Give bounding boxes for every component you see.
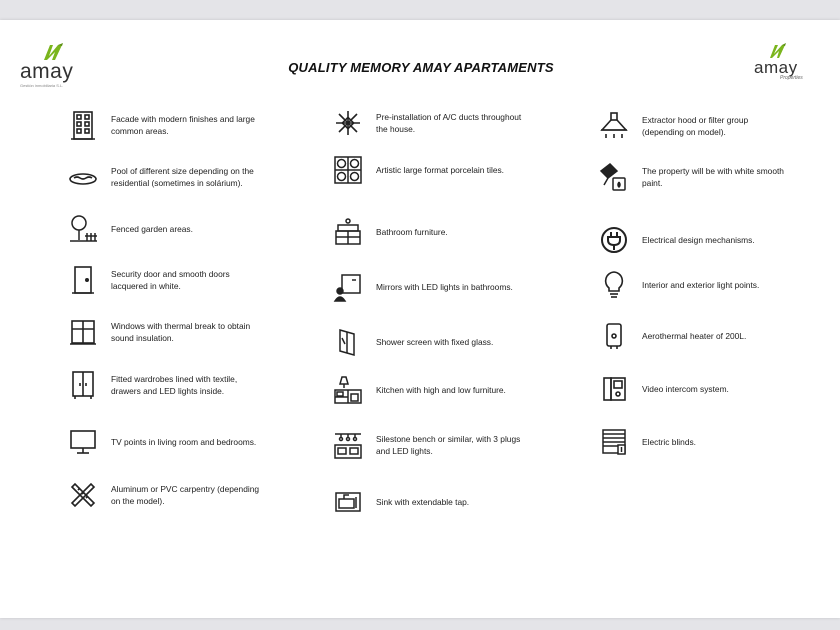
feature-item — [331, 215, 448, 249]
tv-icon — [66, 425, 100, 459]
feature-item — [66, 315, 261, 349]
feature-item — [331, 485, 469, 519]
sink-icon — [331, 485, 365, 519]
feature-item — [597, 223, 755, 257]
feature-text: The property will be with white smooth paint. — [642, 166, 784, 188]
blinds-icon — [597, 425, 631, 459]
feature-text: Pre-installation of A/C ducts throughout the house. — [376, 112, 522, 134]
feature-text: Pool of different size depending on the residential (sometimes in solárium). — [111, 166, 254, 188]
feature-text: Silestone bench or similar, with 3 plugs and LED lights. — [376, 434, 521, 456]
snowflake-ac-icon — [331, 106, 365, 140]
feature-item — [597, 109, 792, 143]
logo-right-subtitle: Properties — [780, 75, 803, 81]
feature-text: Fenced garden areas. — [111, 224, 193, 234]
amay-leaf-logo-icon — [20, 42, 90, 62]
page-title-text: QUALITY MEMORY AMAY APARTAMENTS — [288, 60, 554, 75]
mirror-icon — [331, 270, 365, 304]
feature-text: Electrical design mechanisms. — [642, 235, 755, 245]
electric-plug-icon — [597, 223, 631, 257]
page-title — [0, 60, 840, 75]
feature-item — [66, 212, 193, 246]
feature-text: Security door and smooth doors lacquered in white. — [111, 269, 230, 291]
tiles-icon — [331, 153, 365, 187]
intercom-icon — [597, 372, 631, 406]
light-bulb-icon — [597, 268, 631, 302]
feature-item — [66, 425, 256, 459]
feature-text: Facade with modern finishes and large common areas. — [111, 114, 255, 136]
feature-item — [331, 373, 506, 407]
document-sheet — [0, 20, 840, 618]
feature-text: Sink with extendable tap. — [376, 497, 470, 507]
wardrobe-icon — [66, 368, 100, 402]
kitchen-icon — [331, 373, 365, 407]
shower-screen-icon — [331, 325, 365, 359]
feature-text: Kitchen with high and low furniture. — [376, 385, 506, 395]
feature-item — [597, 268, 759, 302]
logo-left-wordmark: amay — [20, 60, 74, 83]
feature-item — [66, 160, 261, 194]
building-icon — [66, 108, 100, 142]
feature-text: Extractor hood or filter group (depending on model). — [642, 115, 749, 137]
carpentry-tools-icon — [66, 478, 100, 512]
pool-icon — [66, 160, 100, 194]
feature-item — [331, 270, 513, 304]
garden-tree-icon — [66, 212, 100, 246]
feature-item — [597, 319, 746, 353]
feature-item — [597, 160, 792, 194]
feature-text: Mirrors with LED lights in bathrooms. — [376, 282, 513, 292]
water-heater-icon — [597, 319, 631, 353]
feature-text: Aerothermal heater of 200L. — [642, 331, 747, 341]
feature-text: TV points in living room and bedrooms. — [111, 437, 257, 447]
feature-text: Artistic large format porcelain tiles. — [376, 165, 504, 175]
window-icon — [66, 315, 100, 349]
extractor-hood-icon — [597, 109, 631, 143]
feature-item — [331, 153, 504, 187]
feature-text: Aluminum or PVC carpentry (depending on the model). — [111, 484, 260, 506]
feature-text: Bathroom furniture. — [376, 227, 448, 237]
feature-item — [331, 428, 526, 462]
feature-text: Shower screen with fixed glass. — [376, 337, 494, 347]
paint-icon — [597, 160, 631, 194]
feature-item — [66, 478, 261, 512]
logo-left-subtitle: Gestión inmobiliaria S.L. — [20, 83, 64, 88]
feature-item — [66, 368, 261, 402]
feature-text: Windows with thermal break to obtain sound insulation. — [111, 321, 251, 343]
logo-right-wordmark: amay — [754, 58, 798, 77]
door-icon — [66, 263, 100, 297]
feature-item — [331, 106, 526, 140]
feature-text: Video intercom system. — [642, 384, 729, 394]
feature-item — [597, 425, 696, 459]
feature-text: Electric blinds. — [642, 437, 696, 447]
bench-lights-icon — [331, 428, 365, 462]
feature-item — [597, 372, 729, 406]
feature-text: Interior and exterior light points. — [642, 280, 760, 290]
bathroom-furniture-icon — [331, 215, 365, 249]
feature-text: Fitted wardrobes lined with textile, drawers and LED lights inside. — [111, 374, 238, 396]
feature-item — [66, 263, 261, 297]
feature-item — [66, 108, 261, 142]
feature-item — [331, 325, 493, 359]
